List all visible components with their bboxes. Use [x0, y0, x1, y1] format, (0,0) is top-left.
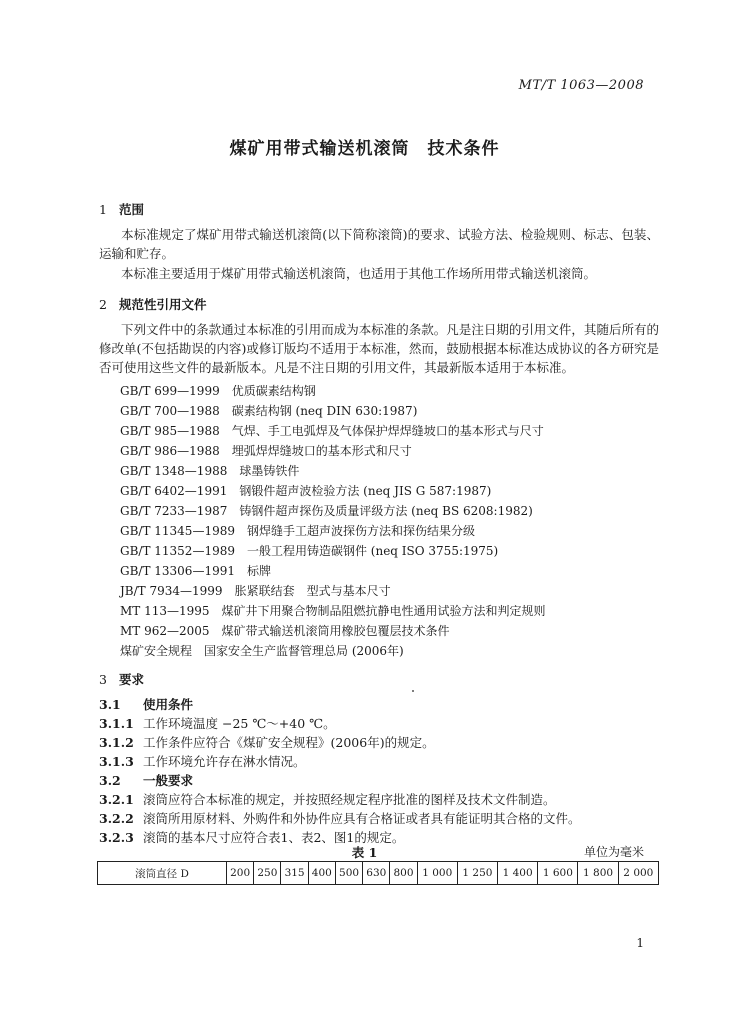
paragraph-text: 本标准规定了煤矿用带式输送机滚筒(以下简称滚筒)的要求、试验方法、检验规则、标志、包装、运输和贮存。	[99, 227, 659, 261]
section-title: 规范性引用文件	[119, 297, 207, 312]
reference-item: GB/T 700—1988 碳素结构钢 (neq DIN 630:1987)	[120, 404, 418, 418]
table-cell: 1 400	[498, 862, 538, 885]
reference-item: GB/T 986—1988 埋弧焊焊缝坡口的基本形式和尺寸	[120, 444, 412, 458]
clause-3-1-2	[99, 733, 435, 751]
table-cell: 1 600	[538, 862, 578, 885]
reference-item: GB/T 11352—1989 一般工程用铸造碳钢件 (neq ISO 3755:1975)	[120, 544, 499, 558]
clause-text: 工作条件应符合《煤矿安全规程》(2006年)的规定。	[143, 735, 435, 750]
table-cell: 800	[390, 862, 417, 885]
clause-number: 3.1	[99, 697, 121, 712]
section-1-paragraph-1	[99, 225, 659, 263]
reference-item: GB/T 6402—1991 钢锻件超声波检验方法 (neq JIS G 587:1987)	[120, 484, 492, 498]
clause-text: 滚筒应符合本标准的规定，并按照经规定程序批准的图样及技术文件制造。	[143, 792, 556, 807]
section-title: 范围	[119, 202, 145, 217]
section-1-heading	[99, 200, 144, 218]
clause-number: 3.1.1	[99, 716, 134, 731]
reference-item: GB/T 7233—1987 铸钢件超声探伤及质量评级方法 (neq BS 6208:1982)	[120, 504, 533, 518]
section-3-heading	[99, 670, 144, 688]
standard-code: MT/T 1063—2008	[518, 78, 644, 93]
clause-text: 滚筒的基本尺寸应符合表1、表2、图1的规定。	[143, 830, 405, 845]
reference-item: GB/T 699—1999 优质碳素结构钢	[120, 384, 316, 398]
table-cell: 315	[281, 862, 308, 885]
table-row-header: 滚筒直径 D	[98, 862, 227, 885]
paragraph-text: 本标准主要适用于煤矿用带式输送机滚筒，也适用于其他工作场所用带式输送机滚筒。	[121, 266, 597, 281]
table-cell: 250	[254, 862, 281, 885]
table-cell: 200	[227, 862, 254, 885]
section-1-paragraph-2	[99, 264, 659, 283]
clause-3-2	[99, 771, 193, 789]
clause-3-1-1	[99, 714, 336, 732]
section-title: 要求	[119, 672, 145, 687]
table-cell: 500	[335, 862, 362, 885]
section-2-paragraph	[99, 320, 659, 377]
reference-item: JB/T 7934—1999 胀紧联结套 型式与基本尺寸	[120, 584, 391, 598]
table-cell: 1 250	[457, 862, 497, 885]
table-row	[98, 862, 659, 885]
section-2-heading	[99, 295, 207, 313]
clause-number: 3.2.3	[99, 830, 134, 845]
table-cell: 400	[308, 862, 335, 885]
page-number: 1	[636, 936, 644, 950]
clause-number: 3.2	[99, 773, 121, 788]
drum-diameter-table	[97, 861, 659, 885]
clause-text: 工作环境温度 −25 ℃～+40 ℃。	[143, 716, 336, 731]
clause-number: 3.1.2	[99, 735, 134, 750]
section-number: 1	[99, 202, 107, 217]
clause-title: 一般要求	[143, 773, 194, 788]
document-title: 煤矿用带式输送机滚筒 技术条件	[229, 139, 500, 159]
reference-item: MT 113—1995 煤矿井下用聚合物制品阻燃抗静电性通用试验方法和判定规则	[120, 604, 546, 618]
table-cell: 2 000	[618, 862, 658, 885]
reference-item: GB/T 11345—1989 钢焊缝手工超声波探伤方法和探伤结果分级	[120, 524, 475, 538]
table-cell: 1 800	[578, 862, 618, 885]
reference-item: GB/T 1348—1988 球墨铸铁件	[120, 464, 300, 478]
reference-item: MT 962—2005 煤矿带式输送机滚筒用橡胶包覆层技术条件	[120, 624, 450, 638]
reference-item: GB/T 985—1988 气焊、手工电弧焊及气体保护焊焊缝坡口的基本形式与尺寸	[120, 424, 544, 438]
reference-item: 煤矿安全规程 国家安全生产监督管理总局 (2006年)	[120, 644, 404, 658]
clause-number: 3.2.2	[99, 811, 134, 826]
clause-number: 3.1.3	[99, 754, 134, 769]
paragraph-text: 下列文件中的条款通过本标准的引用而成为本标准的条款。凡是注日期的引用文件，其随后所有的修改单(不包括勘误的内容)或修订版均不适用于本标准，然而，鼓励根据本标准达成协议的各方研究是否可使用这些文件的最新版本。凡是不注日期的引用文件，其最新版本适用于本标准。	[99, 322, 659, 375]
section-number: 2	[99, 297, 107, 312]
table-cell: 1 000	[417, 862, 457, 885]
clause-text: 滚筒所用原材料、外购件和外协件应具有合格证或者具有能证明其合格的文件。	[143, 811, 581, 826]
clause-3-1	[99, 695, 193, 713]
clause-number: 3.2.1	[99, 792, 134, 807]
clause-3-1-3	[99, 752, 306, 770]
section-number: 3	[99, 672, 107, 687]
reference-item: GB/T 13306—1991 标牌	[120, 564, 271, 578]
scan-speck	[412, 690, 414, 692]
clause-text: 工作环境允许存在淋水情况。	[143, 754, 306, 769]
clause-3-2-1	[99, 790, 556, 808]
clause-3-2-2	[99, 809, 581, 827]
table-unit: 单位为毫米	[583, 845, 644, 859]
clause-title: 使用条件	[143, 697, 194, 712]
table-cell: 630	[363, 862, 390, 885]
table-caption: 表 1	[351, 845, 378, 860]
